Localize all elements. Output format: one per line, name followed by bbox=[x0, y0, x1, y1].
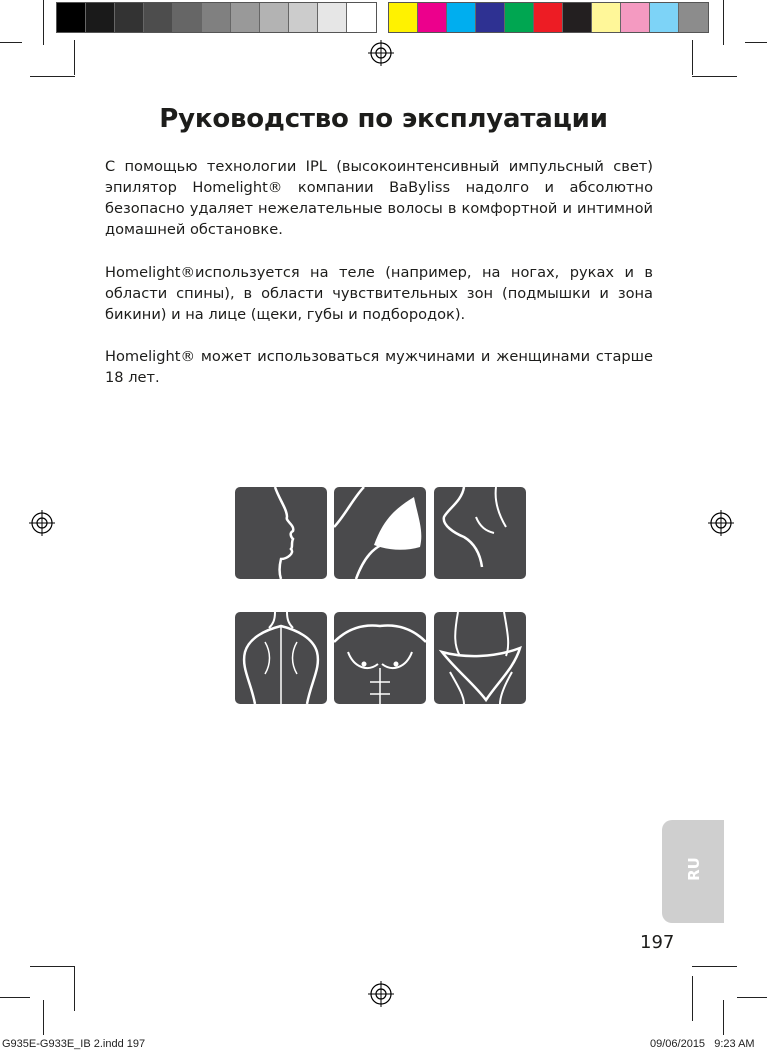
process-color-swatch bbox=[679, 3, 708, 32]
crop-mark bbox=[74, 966, 75, 1011]
grayscale-swatch bbox=[144, 3, 173, 32]
process-color-swatch bbox=[418, 3, 447, 32]
crop-mark bbox=[692, 976, 693, 1021]
bikini-icon bbox=[434, 612, 526, 704]
crop-mark bbox=[692, 40, 693, 75]
process-color-swatch bbox=[505, 3, 534, 32]
crop-mark bbox=[745, 42, 767, 43]
process-color-swatch bbox=[447, 3, 476, 32]
process-color-swatch bbox=[650, 3, 679, 32]
grayscale-swatch bbox=[173, 3, 202, 32]
process-color-swatch bbox=[621, 3, 650, 32]
process-color-swatch bbox=[592, 3, 621, 32]
chest-icon bbox=[334, 612, 426, 704]
face-profile-icon bbox=[235, 487, 327, 579]
crop-mark bbox=[0, 42, 22, 43]
crop-mark bbox=[30, 966, 75, 967]
crop-mark bbox=[737, 997, 767, 998]
grayscale-swatch bbox=[115, 3, 144, 32]
grayscale-swatch bbox=[202, 3, 231, 32]
registration-mark-icon bbox=[29, 510, 55, 536]
grayscale-swatch bbox=[57, 3, 86, 32]
grayscale-swatch bbox=[347, 3, 376, 32]
process-color-swatch bbox=[476, 3, 505, 32]
crop-mark bbox=[692, 76, 737, 77]
page-title: Руководство по эксплуатации bbox=[159, 104, 608, 134]
crop-mark bbox=[723, 1000, 724, 1035]
crop-mark bbox=[43, 0, 44, 45]
grayscale-swatch bbox=[289, 3, 318, 32]
grayscale-swatch bbox=[231, 3, 260, 32]
process-color-calibration-bar bbox=[388, 2, 709, 33]
process-color-swatch bbox=[389, 3, 418, 32]
neck-shoulder-icon bbox=[434, 487, 526, 579]
process-color-swatch bbox=[563, 3, 592, 32]
crop-mark bbox=[43, 1000, 44, 1035]
footer-file-name: G935E-G933E_IB 2.indd 197 bbox=[2, 1038, 146, 1050]
language-tab bbox=[662, 820, 724, 923]
registration-mark-icon bbox=[708, 510, 734, 536]
grayscale-swatch bbox=[260, 3, 289, 32]
crop-mark bbox=[723, 0, 724, 45]
usage-areas-paragraph: Homelight®используется на теле (например, на ногах, руках и в области спины), в области чувствительных зон (подмышки и зона бикини) и на лице (щеки, губы и подбородок). bbox=[105, 264, 653, 323]
grayscale-calibration-bar bbox=[56, 2, 377, 33]
crop-mark bbox=[30, 76, 75, 77]
registration-mark-icon bbox=[368, 40, 394, 66]
grayscale-swatch bbox=[86, 3, 115, 32]
underarm-icon bbox=[334, 487, 426, 579]
age-paragraph: Homelight® может использоваться мужчинами и женщинами старше 18 лет. bbox=[105, 348, 653, 386]
back-icon bbox=[235, 612, 327, 704]
language-tab-label: RU bbox=[685, 857, 703, 881]
crop-mark bbox=[74, 40, 75, 75]
crop-mark bbox=[0, 997, 30, 998]
intro-paragraph: С помощью технологии IPL (высокоинтенсивный импульсный свет) эпилятор Homelight® компании BaByliss надолго и абсолютно безопасно удаляет нежелательные волосы в комфортной и интимной домашней обстановке. bbox=[105, 158, 653, 238]
page-number: 197 bbox=[640, 932, 675, 953]
registration-mark-icon bbox=[368, 981, 394, 1007]
footer-timestamp: 09/06/2015 9:23 AM bbox=[650, 1038, 755, 1050]
process-color-swatch bbox=[534, 3, 563, 32]
grayscale-swatch bbox=[318, 3, 347, 32]
crop-mark bbox=[692, 966, 737, 967]
